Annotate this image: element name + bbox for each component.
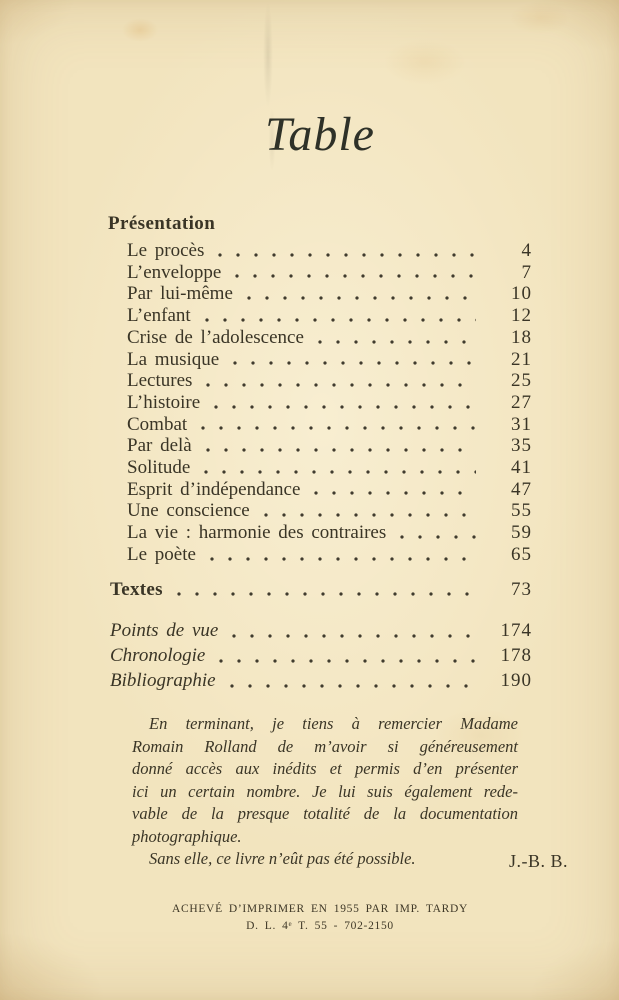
toc-entry-label: Textes — [110, 578, 163, 600]
printer-colophon — [98, 901, 542, 934]
toc-back-matter — [108, 618, 532, 694]
toc-row — [108, 349, 532, 371]
acknowledgement-note — [132, 713, 518, 871]
colophon-line-1: ACHEVÉ D’IMPRIMER EN 1955 PAR IMP. TARDY — [171, 903, 469, 915]
toc-row — [108, 500, 532, 522]
dot-leader — [233, 283, 486, 305]
toc-entry-page-number: 47 — [511, 478, 532, 500]
toc-entry-label: Par delà — [127, 435, 192, 457]
dot-leader — [300, 479, 486, 501]
toc-entries — [108, 240, 532, 566]
toc-row — [108, 522, 532, 544]
toc-entry-label: Crise de l’adolescence — [127, 326, 304, 348]
toc-entry-label: L’histoire — [127, 391, 201, 413]
toc-row — [108, 479, 532, 501]
toc-entry-label: Chronologie — [110, 644, 206, 666]
toc-entry-label: Par lui-même — [127, 283, 233, 305]
toc-entry-page-number: 4 — [521, 240, 532, 261]
dot-leader — [190, 457, 486, 479]
toc-entry-label: Points de vue — [110, 619, 219, 641]
dot-leader — [192, 435, 486, 457]
toc-row — [108, 262, 532, 284]
toc-entry-label: Bibliographie — [110, 669, 216, 691]
toc-entry-page-number: 55 — [511, 500, 532, 522]
dot-leader — [200, 392, 486, 414]
toc-row — [108, 618, 532, 643]
dot-leader — [187, 414, 486, 436]
toc-entry-label: La vie : harmonie des contraires — [127, 522, 387, 544]
acknowledgement-final-sentence: Sans elle, ce livre n’eût pas été possible. — [149, 849, 416, 868]
colophon-line-2: D. L. 4ᵉ T. 55 - 702-2150 — [246, 919, 394, 932]
acknowledgement-line: vable de la presque totalité de la documentation — [132, 804, 518, 823]
toc-row — [108, 370, 532, 392]
dot-leader — [163, 579, 486, 601]
dot-leader — [196, 544, 486, 566]
dot-leader — [218, 618, 486, 643]
table-of-contents — [108, 214, 532, 693]
dot-leader — [205, 643, 486, 668]
toc-row — [108, 435, 532, 457]
toc-entry-label: La musique — [127, 348, 220, 370]
dot-leader — [191, 305, 486, 327]
dot-leader — [219, 349, 486, 371]
dot-leader — [216, 668, 486, 693]
toc-entry-page-number: 59 — [511, 522, 532, 544]
toc-entry-page-number: 27 — [511, 391, 532, 413]
toc-entry-label: Esprit d’indépendance — [127, 478, 301, 500]
acknowledgement-line: En terminant, je tiens à remercier Madame — [149, 714, 518, 733]
toc-entry-label: Une conscience — [127, 500, 250, 522]
dot-leader — [192, 370, 486, 392]
toc-entry-page-number: 73 — [511, 578, 532, 600]
toc-entry-label: Le procès — [127, 240, 205, 261]
toc-section-heading: Présentation — [108, 213, 216, 234]
acknowledgement-paragraph — [132, 713, 518, 848]
toc-entry-page-number: 190 — [500, 669, 532, 691]
toc-entry-label: Combat — [127, 413, 188, 435]
toc-entry-page-number: 21 — [511, 348, 532, 370]
page-title: Table — [265, 108, 375, 161]
toc-entry-page-number: 31 — [511, 413, 532, 435]
toc-row — [108, 305, 532, 327]
toc-entry-label: L’enveloppe — [127, 261, 222, 283]
toc-entry-page-number: 178 — [500, 644, 532, 666]
toc-row — [108, 414, 532, 436]
dot-leader — [221, 262, 486, 284]
dot-leader — [386, 522, 486, 544]
toc-entry-page-number: 174 — [500, 619, 532, 641]
toc-entry-page-number: 65 — [511, 543, 532, 565]
toc-entry-page-number: 18 — [511, 326, 532, 348]
author-initials-signature: J.-B. B. — [508, 851, 568, 871]
toc-row-textes — [108, 579, 532, 601]
toc-row — [108, 668, 532, 693]
dot-leader — [250, 500, 486, 522]
dot-leader — [304, 327, 486, 349]
toc-entry-label: L’enfant — [127, 305, 191, 327]
toc-row — [108, 392, 532, 414]
toc-row — [108, 283, 532, 305]
toc-entry-label: Solitude — [127, 457, 191, 479]
toc-row — [108, 240, 532, 262]
toc-entry-label: Le poète — [127, 543, 196, 565]
toc-row — [108, 643, 532, 668]
toc-entry-label: Lectures — [127, 370, 193, 392]
toc-entry-page-number: 12 — [511, 305, 532, 327]
dot-leader — [204, 240, 486, 262]
toc-entry-page-number: 25 — [511, 370, 532, 392]
toc-row — [108, 327, 532, 349]
toc-entry-page-number: 7 — [521, 261, 532, 283]
acknowledgement-line: ici un certain nombre. Je lui suis également rede- — [132, 781, 518, 801]
toc-entry-page-number: 35 — [511, 435, 532, 457]
toc-row — [108, 457, 532, 479]
acknowledgement-line: photographique. — [132, 826, 242, 846]
toc-row — [108, 544, 532, 566]
acknowledgement-line: Romain Rolland de m’avoir si généreusement — [132, 736, 518, 756]
acknowledgement-line: donné accès aux inédits et permis d’en présenter — [132, 759, 518, 778]
toc-entry-page-number: 41 — [511, 457, 532, 479]
toc-entry-page-number: 10 — [511, 283, 532, 305]
